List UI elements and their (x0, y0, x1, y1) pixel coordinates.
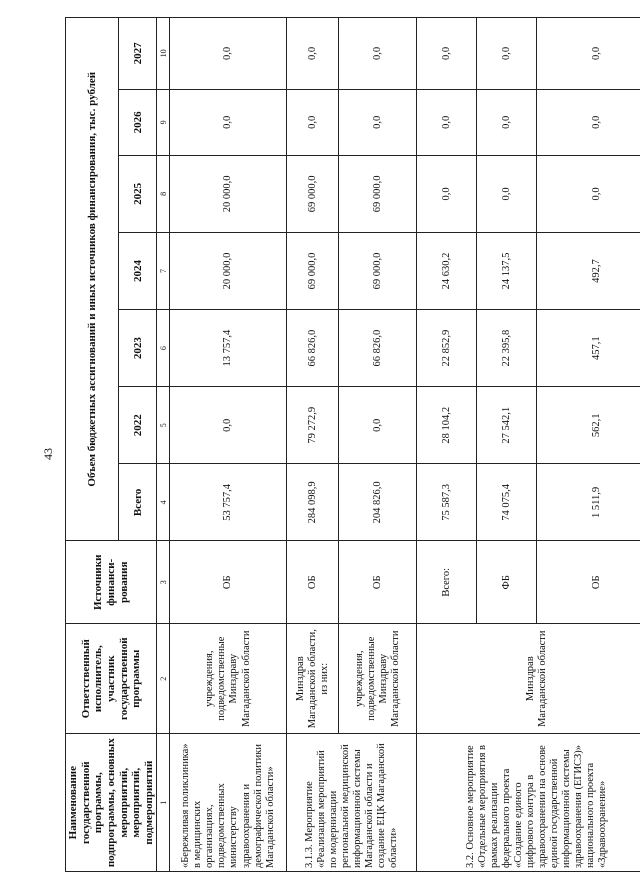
row-value: 24 137,5 (477, 232, 537, 309)
row-value: 492,7 (537, 232, 640, 309)
table-row (417, 18, 477, 872)
row-value: 0,0 (170, 18, 287, 90)
header-year-2024: 2024 (119, 232, 157, 309)
row-value: 0,0 (417, 155, 477, 232)
row-name: 3.1.3. Мероприятие «Реализация мероприятий по модернизации региональной медицинской информационной системы Магаданской области и создание ЕЦК Магаданской области» (287, 734, 417, 872)
row-source: ОБ (537, 541, 640, 624)
row-value: 69 000,0 (339, 155, 417, 232)
row-source: ОБ (287, 541, 339, 624)
row-value: 20 000,0 (170, 232, 287, 309)
row-value: 24 630,2 (417, 232, 477, 309)
header-year-2025: 2025 (119, 155, 157, 232)
header-source: Источники финанси-рования (66, 541, 157, 624)
row-value: 0,0 (537, 18, 640, 90)
header-volume: Объем бюджетных ассигнований и иных источников финансирования, тыс. рублей (66, 18, 119, 541)
row-source: Всего: (417, 541, 477, 624)
row-value: 0,0 (477, 89, 537, 155)
column-index: 10 (157, 18, 170, 90)
header-year-2023: 2023 (119, 310, 157, 387)
row-source: ФБ (477, 541, 537, 624)
row-value: 69 000,0 (287, 155, 339, 232)
row-value: 22 852,9 (417, 310, 477, 387)
rotated-table-container (65, 17, 640, 872)
column-index-row (157, 18, 170, 872)
column-index: 2 (157, 624, 170, 734)
column-index: 5 (157, 387, 170, 464)
row-value: 13 757,4 (170, 310, 287, 387)
row-name: «Бережливая поликлиника» в медицинских организациях, подведомственных министерству здравоохранения и демографической политики Магаданской области» (170, 734, 287, 872)
row-value: 284 098,9 (287, 464, 339, 541)
row-value: 74 075,4 (477, 464, 537, 541)
row-value: 0,0 (170, 387, 287, 464)
header-year-2027: 2027 (119, 18, 157, 90)
financing-table (65, 17, 640, 872)
row-value: 0,0 (537, 89, 640, 155)
row-value: 457,1 (537, 310, 640, 387)
table-row (287, 18, 339, 872)
row-value: 0,0 (417, 89, 477, 155)
row-value: 28 104,2 (417, 387, 477, 464)
column-index: 9 (157, 89, 170, 155)
row-value: 0,0 (339, 387, 417, 464)
row-value: 562,1 (537, 387, 640, 464)
header-name: Наименование государственной программы, подпрограммы, основных мероприятий, мероприятий, подмероприятий (66, 734, 157, 872)
row-name: 3.2. Основное мероприятие «Отдельные мероприятия в рамках реализации федерального проекта «Создание единого цифрового контура в здравоохранении на основе единой государственной информационной системы здравоохранения (ЕГИСЗ)» национального проекта «Здравоохранение» (417, 734, 640, 872)
row-value: 1 511,9 (537, 464, 640, 541)
header-executor: Ответственный исполнитель, участник государственной программы (66, 624, 157, 734)
column-index: 4 (157, 464, 170, 541)
row-source: ОБ (339, 541, 417, 624)
page-number: 43 (41, 448, 55, 460)
row-value: 27 542,1 (477, 387, 537, 464)
column-index: 1 (157, 734, 170, 872)
row-source: ОБ (170, 541, 287, 624)
row-value: 75 587,3 (417, 464, 477, 541)
row-executor: учреждения, подведомственные Минздраву Магаданской области (170, 624, 287, 734)
row-value: 69 000,0 (287, 232, 339, 309)
row-value: 0,0 (339, 18, 417, 90)
header-year-2022: 2022 (119, 387, 157, 464)
row-value: 22 395,8 (477, 310, 537, 387)
row-value: 204 826,0 (339, 464, 417, 541)
row-value: 0,0 (477, 155, 537, 232)
column-index: 6 (157, 310, 170, 387)
row-value: 0,0 (477, 18, 537, 90)
header-year-2026: 2026 (119, 89, 157, 155)
row-value: 0,0 (339, 89, 417, 155)
row-value: 0,0 (170, 89, 287, 155)
row-value: 53 757,4 (170, 464, 287, 541)
row-value: 66 826,0 (339, 310, 417, 387)
column-index: 8 (157, 155, 170, 232)
column-index: 7 (157, 232, 170, 309)
row-value: 0,0 (287, 89, 339, 155)
row-value: 0,0 (287, 18, 339, 90)
row-executor: учреждения, подведомственные Минздраву Магаданской области (339, 624, 417, 734)
row-value: 0,0 (537, 155, 640, 232)
header-year-total: Всего (119, 464, 157, 541)
row-executor: Минздрав Магаданской области, из них: (287, 624, 339, 734)
row-value: 69 000,0 (339, 232, 417, 309)
row-executor: Минздрав Магаданской области (417, 624, 640, 734)
row-value: 0,0 (417, 18, 477, 90)
column-index: 3 (157, 541, 170, 624)
table-row (170, 18, 287, 872)
row-value: 20 000,0 (170, 155, 287, 232)
row-value: 66 826,0 (287, 310, 339, 387)
row-value: 79 272,9 (287, 387, 339, 464)
